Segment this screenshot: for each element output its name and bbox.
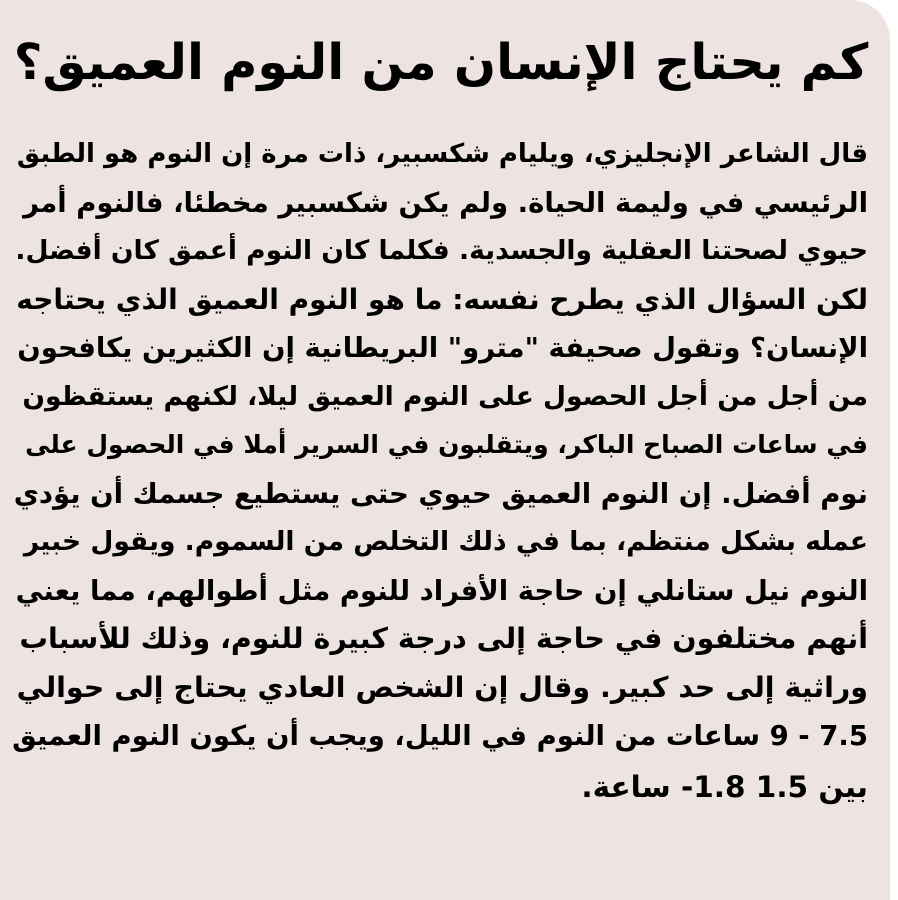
- article-line: عمله بشكل منتظم، بما في ذلك التخلص من السموم. ويقول خبير: [23, 526, 868, 557]
- article-line: الرئيسي في وليمة الحياة. ولم يكن شكسبير مخطئا، فالنوم أمر: [23, 186, 868, 219]
- article-line: في ساعات الصباح الباكر، ويتقلبون في السرير أملا في الحصول على: [25, 430, 868, 459]
- article-line: 7.5 - 9 ساعات من النوم في الليل، ويجب أن يكون النوم العميق: [12, 720, 868, 752]
- article-body: [10, 130, 868, 811]
- headline: كم يحتاج الإنسان من النوم العميق؟: [13, 33, 869, 91]
- article-line: بين 1.5 1.8- ساعة.: [581, 769, 868, 804]
- article-line: نوم أفضل. إن النوم العميق حيوي حتى يستطيع جسمك أن يؤدي: [13, 477, 868, 510]
- article-line: لكن السؤال الذي يطرح نفسه: ما هو النوم العميق الذي يحتاجه: [16, 282, 868, 316]
- article-line: أنهم مختلفون في حاجة إلى درجة كبيرة للنوم، وذلك للأسباب: [19, 622, 868, 655]
- article-line: من أجل من أجل الحصول على النوم العميق ليلا، لكنهم يستقظون: [22, 380, 868, 412]
- article-line: وراثية إلى حد كبير. وقال إن الشخص العادي يحتاج إلى حوالي: [16, 670, 868, 704]
- article-line: الإنسان؟ وتقول صحيفة "مترو" البريطانية إن الكثيرين يكافحون: [17, 332, 868, 364]
- article-line: النوم نيل ستانلي إن حاجة الأفراد للنوم مثل أطوالهم، مما يعني: [15, 574, 868, 607]
- article-line: قال الشاعر الإنجليزي، ويليام شكسبير، ذات مرة إن النوم هو الطبق: [16, 139, 868, 169]
- article-line: حيوي لصحتنا العقلية والجسدية. فكلما كان النوم أعمق كان أفضل.: [15, 235, 868, 266]
